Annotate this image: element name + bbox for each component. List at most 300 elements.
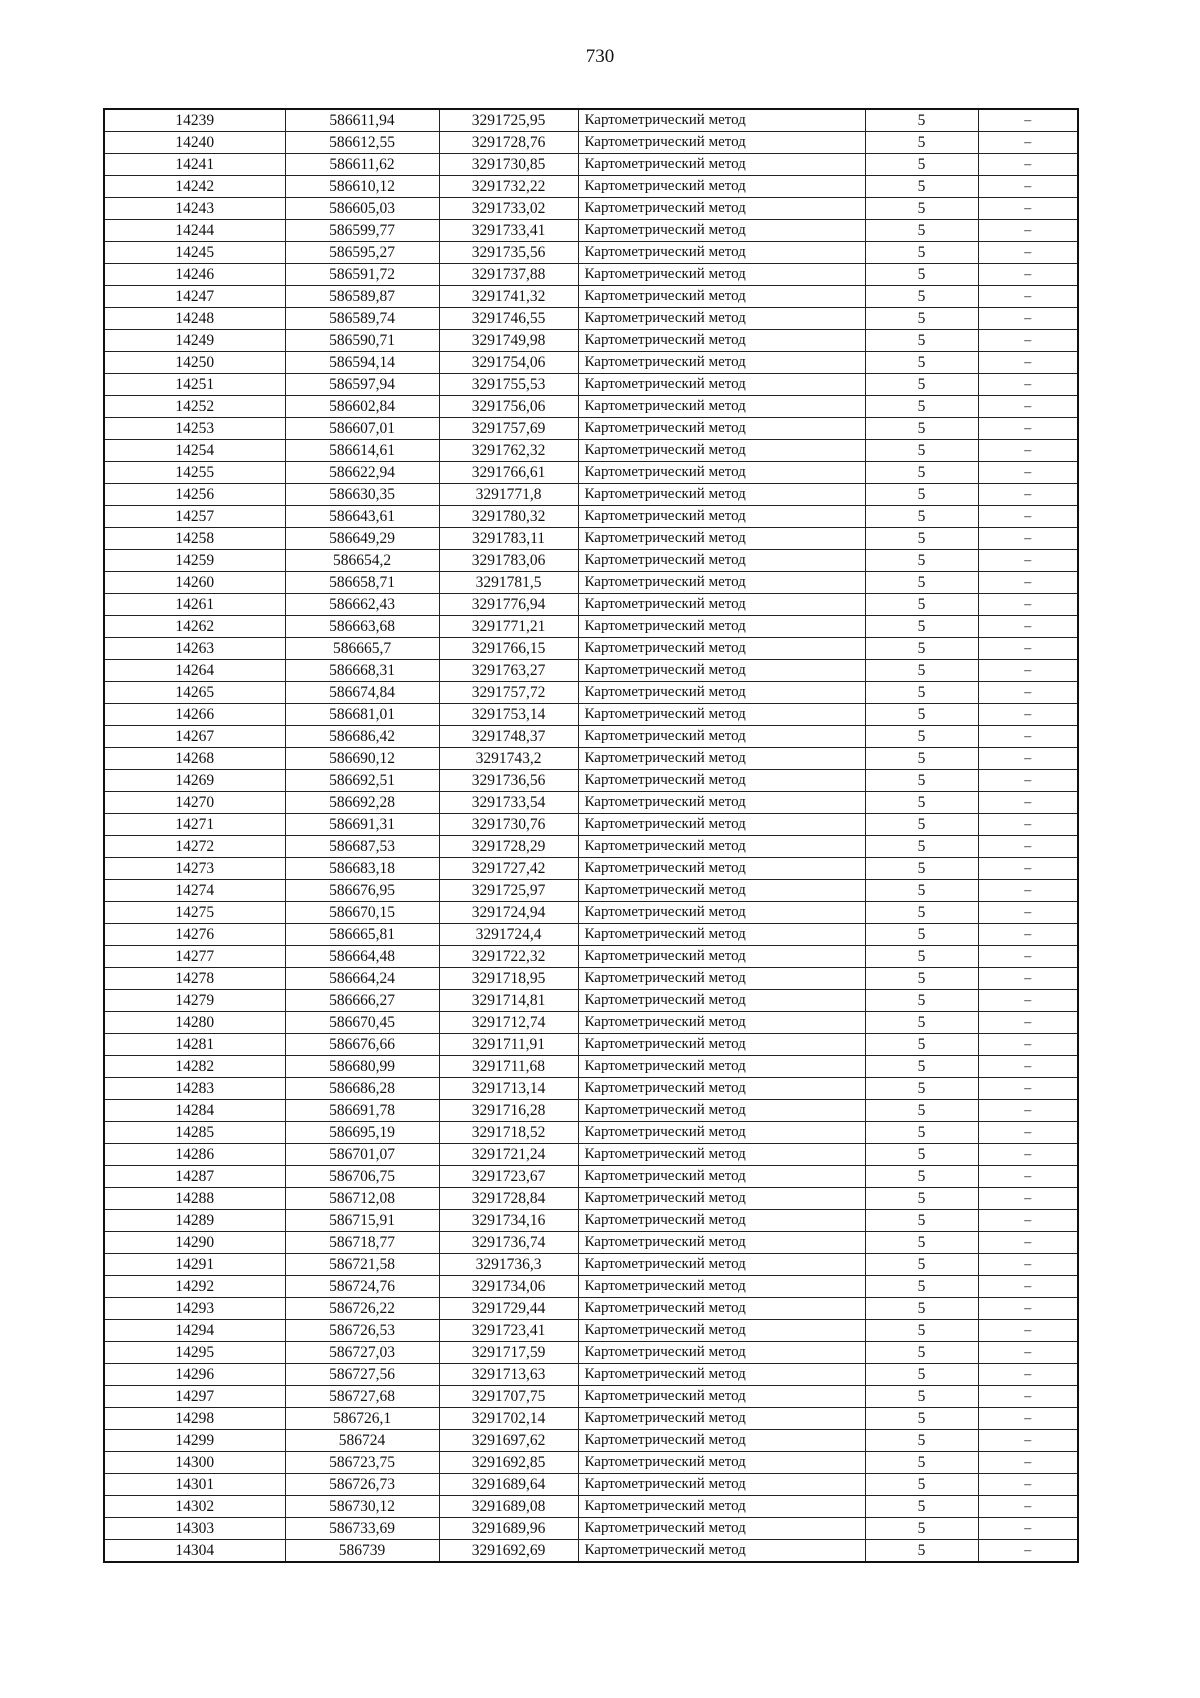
description-cell: – <box>978 594 1078 616</box>
description-cell: – <box>978 418 1078 440</box>
error-cell: 5 <box>865 660 978 682</box>
y-coordinate-cell: 3291749,98 <box>439 330 578 352</box>
method-cell: Картометрический метод <box>578 1254 865 1276</box>
y-coordinate-cell: 3291736,3 <box>439 1254 578 1276</box>
y-coordinate-cell: 3291732,22 <box>439 176 578 198</box>
method-cell: Картометрический метод <box>578 550 865 572</box>
method-cell: Картометрический метод <box>578 1122 865 1144</box>
error-cell: 5 <box>865 242 978 264</box>
point-number-cell: 14274 <box>104 880 285 902</box>
method-cell: Картометрический метод <box>578 902 865 924</box>
point-number-cell: 14251 <box>104 374 285 396</box>
error-cell: 5 <box>865 572 978 594</box>
x-coordinate-cell: 586733,69 <box>285 1518 439 1540</box>
table-row <box>104 1320 1078 1342</box>
error-cell: 5 <box>865 506 978 528</box>
y-coordinate-cell: 3291689,64 <box>439 1474 578 1496</box>
x-coordinate-cell: 586664,48 <box>285 946 439 968</box>
x-coordinate-cell: 586723,75 <box>285 1452 439 1474</box>
y-coordinate-cell: 3291728,76 <box>439 132 578 154</box>
method-cell: Картометрический метод <box>578 726 865 748</box>
method-cell: Картометрический метод <box>578 220 865 242</box>
description-cell: – <box>978 1298 1078 1320</box>
table-row <box>104 1342 1078 1364</box>
point-number-cell: 14259 <box>104 550 285 572</box>
method-cell: Картометрический метод <box>578 1496 865 1518</box>
description-cell: – <box>978 1166 1078 1188</box>
point-number-cell: 14263 <box>104 638 285 660</box>
x-coordinate-cell: 586726,53 <box>285 1320 439 1342</box>
description-cell: – <box>978 1386 1078 1408</box>
error-cell: 5 <box>865 726 978 748</box>
error-cell: 5 <box>865 1034 978 1056</box>
table-row <box>104 616 1078 638</box>
method-cell: Картометрический метод <box>578 198 865 220</box>
error-cell: 5 <box>865 924 978 946</box>
error-cell: 5 <box>865 1474 978 1496</box>
y-coordinate-cell: 3291734,16 <box>439 1210 578 1232</box>
method-cell: Картометрический метод <box>578 1320 865 1342</box>
point-number-cell: 14257 <box>104 506 285 528</box>
method-cell: Картометрический метод <box>578 594 865 616</box>
x-coordinate-cell: 586622,94 <box>285 462 439 484</box>
x-coordinate-cell: 586721,58 <box>285 1254 439 1276</box>
method-cell: Картометрический метод <box>578 1078 865 1100</box>
error-cell: 5 <box>865 792 978 814</box>
table-row <box>104 1276 1078 1298</box>
description-cell: – <box>978 726 1078 748</box>
description-cell: – <box>978 242 1078 264</box>
y-coordinate-cell: 3291735,56 <box>439 242 578 264</box>
method-cell: Картометрический метод <box>578 1518 865 1540</box>
coordinates-table-body <box>104 109 1078 1562</box>
x-coordinate-cell: 586591,72 <box>285 264 439 286</box>
point-number-cell: 14256 <box>104 484 285 506</box>
x-coordinate-cell: 586654,2 <box>285 550 439 572</box>
point-number-cell: 14297 <box>104 1386 285 1408</box>
point-number-cell: 14239 <box>104 109 285 132</box>
point-number-cell: 14246 <box>104 264 285 286</box>
error-cell: 5 <box>865 396 978 418</box>
x-coordinate-cell: 586662,43 <box>285 594 439 616</box>
description-cell: – <box>978 1122 1078 1144</box>
error-cell: 5 <box>865 198 978 220</box>
description-cell: – <box>978 814 1078 836</box>
y-coordinate-cell: 3291780,32 <box>439 506 578 528</box>
table-row <box>104 946 1078 968</box>
y-coordinate-cell: 3291689,08 <box>439 1496 578 1518</box>
point-number-cell: 14262 <box>104 616 285 638</box>
x-coordinate-cell: 586726,1 <box>285 1408 439 1430</box>
method-cell: Картометрический метод <box>578 374 865 396</box>
x-coordinate-cell: 586649,29 <box>285 528 439 550</box>
description-cell: – <box>978 968 1078 990</box>
point-number-cell: 14242 <box>104 176 285 198</box>
x-coordinate-cell: 586605,03 <box>285 198 439 220</box>
point-number-cell: 14264 <box>104 660 285 682</box>
table-row <box>104 748 1078 770</box>
table-row <box>104 286 1078 308</box>
y-coordinate-cell: 3291728,29 <box>439 836 578 858</box>
error-cell: 5 <box>865 1210 978 1232</box>
y-coordinate-cell: 3291762,32 <box>439 440 578 462</box>
table-row <box>104 418 1078 440</box>
table-row <box>104 1144 1078 1166</box>
description-cell: – <box>978 1188 1078 1210</box>
method-cell: Картометрический метод <box>578 1056 865 1078</box>
method-cell: Картометрический метод <box>578 1144 865 1166</box>
y-coordinate-cell: 3291757,69 <box>439 418 578 440</box>
method-cell: Картометрический метод <box>578 1452 865 1474</box>
table-row <box>104 308 1078 330</box>
x-coordinate-cell: 586589,87 <box>285 286 439 308</box>
description-cell: – <box>978 1518 1078 1540</box>
y-coordinate-cell: 3291783,11 <box>439 528 578 550</box>
y-coordinate-cell: 3291712,74 <box>439 1012 578 1034</box>
error-cell: 5 <box>865 1276 978 1298</box>
point-number-cell: 14267 <box>104 726 285 748</box>
method-cell: Картометрический метод <box>578 176 865 198</box>
point-number-cell: 14300 <box>104 1452 285 1474</box>
method-cell: Картометрический метод <box>578 1474 865 1496</box>
description-cell: – <box>978 990 1078 1012</box>
point-number-cell: 14253 <box>104 418 285 440</box>
x-coordinate-cell: 586691,31 <box>285 814 439 836</box>
y-coordinate-cell: 3291734,06 <box>439 1276 578 1298</box>
y-coordinate-cell: 3291730,76 <box>439 814 578 836</box>
point-number-cell: 14248 <box>104 308 285 330</box>
description-cell: – <box>978 484 1078 506</box>
error-cell: 5 <box>865 264 978 286</box>
x-coordinate-cell: 586701,07 <box>285 1144 439 1166</box>
error-cell: 5 <box>865 814 978 836</box>
table-row <box>104 814 1078 836</box>
table-row <box>104 506 1078 528</box>
method-cell: Картометрический метод <box>578 264 865 286</box>
table-row <box>104 1364 1078 1386</box>
table-row <box>104 220 1078 242</box>
x-coordinate-cell: 586665,7 <box>285 638 439 660</box>
y-coordinate-cell: 3291707,75 <box>439 1386 578 1408</box>
x-coordinate-cell: 586724,76 <box>285 1276 439 1298</box>
method-cell: Картометрический метод <box>578 1034 865 1056</box>
x-coordinate-cell: 586643,61 <box>285 506 439 528</box>
method-cell: Картометрический метод <box>578 748 865 770</box>
y-coordinate-cell: 3291736,56 <box>439 770 578 792</box>
x-coordinate-cell: 586674,84 <box>285 682 439 704</box>
y-coordinate-cell: 3291755,53 <box>439 374 578 396</box>
description-cell: – <box>978 396 1078 418</box>
x-coordinate-cell: 586727,56 <box>285 1364 439 1386</box>
error-cell: 5 <box>865 132 978 154</box>
point-number-cell: 14286 <box>104 1144 285 1166</box>
point-number-cell: 14276 <box>104 924 285 946</box>
description-cell: – <box>978 1364 1078 1386</box>
description-cell: – <box>978 1276 1078 1298</box>
point-number-cell: 14293 <box>104 1298 285 1320</box>
y-coordinate-cell: 3291781,5 <box>439 572 578 594</box>
method-cell: Картометрический метод <box>578 616 865 638</box>
description-cell: – <box>978 1012 1078 1034</box>
method-cell: Картометрический метод <box>578 1100 865 1122</box>
method-cell: Картометрический метод <box>578 836 865 858</box>
y-coordinate-cell: 3291743,2 <box>439 748 578 770</box>
table-row <box>104 880 1078 902</box>
description-cell: – <box>978 1540 1078 1563</box>
description-cell: – <box>978 946 1078 968</box>
table-row <box>104 1496 1078 1518</box>
point-number-cell: 14296 <box>104 1364 285 1386</box>
description-cell: – <box>978 1254 1078 1276</box>
error-cell: 5 <box>865 1430 978 1452</box>
method-cell: Картометрический метод <box>578 506 865 528</box>
x-coordinate-cell: 586614,61 <box>285 440 439 462</box>
method-cell: Картометрический метод <box>578 352 865 374</box>
description-cell: – <box>978 132 1078 154</box>
x-coordinate-cell: 586715,91 <box>285 1210 439 1232</box>
error-cell: 5 <box>865 704 978 726</box>
x-coordinate-cell: 586589,74 <box>285 308 439 330</box>
method-cell: Картометрический метод <box>578 1386 865 1408</box>
x-coordinate-cell: 586670,45 <box>285 1012 439 1034</box>
error-cell: 5 <box>865 946 978 968</box>
table-row <box>104 1012 1078 1034</box>
y-coordinate-cell: 3291756,06 <box>439 396 578 418</box>
x-coordinate-cell: 586666,27 <box>285 990 439 1012</box>
point-number-cell: 14271 <box>104 814 285 836</box>
error-cell: 5 <box>865 858 978 880</box>
x-coordinate-cell: 586670,15 <box>285 902 439 924</box>
table-row <box>104 1540 1078 1563</box>
method-cell: Картометрический метод <box>578 1430 865 1452</box>
method-cell: Картометрический метод <box>578 924 865 946</box>
method-cell: Картометрический метод <box>578 638 865 660</box>
coordinates-table <box>103 108 1079 1563</box>
point-number-cell: 14260 <box>104 572 285 594</box>
table-row <box>104 1056 1078 1078</box>
y-coordinate-cell: 3291692,69 <box>439 1540 578 1563</box>
error-cell: 5 <box>865 1320 978 1342</box>
method-cell: Картометрический метод <box>578 1298 865 1320</box>
method-cell: Картометрический метод <box>578 418 865 440</box>
point-number-cell: 14291 <box>104 1254 285 1276</box>
method-cell: Картометрический метод <box>578 308 865 330</box>
description-cell: – <box>978 198 1078 220</box>
y-coordinate-cell: 3291711,68 <box>439 1056 578 1078</box>
description-cell: – <box>978 1056 1078 1078</box>
point-number-cell: 14281 <box>104 1034 285 1056</box>
table-row <box>104 198 1078 220</box>
method-cell: Картометрический метод <box>578 704 865 726</box>
table-row <box>104 1430 1078 1452</box>
point-number-cell: 14290 <box>104 1232 285 1254</box>
y-coordinate-cell: 3291776,94 <box>439 594 578 616</box>
table-row <box>104 1232 1078 1254</box>
y-coordinate-cell: 3291718,52 <box>439 1122 578 1144</box>
x-coordinate-cell: 586726,22 <box>285 1298 439 1320</box>
y-coordinate-cell: 3291729,44 <box>439 1298 578 1320</box>
error-cell: 5 <box>865 1012 978 1034</box>
error-cell: 5 <box>865 374 978 396</box>
error-cell: 5 <box>865 1496 978 1518</box>
point-number-cell: 14292 <box>104 1276 285 1298</box>
y-coordinate-cell: 3291724,4 <box>439 924 578 946</box>
description-cell: – <box>978 440 1078 462</box>
description-cell: – <box>978 660 1078 682</box>
table-row <box>104 968 1078 990</box>
point-number-cell: 14247 <box>104 286 285 308</box>
error-cell: 5 <box>865 1342 978 1364</box>
table-row <box>104 836 1078 858</box>
y-coordinate-cell: 3291741,32 <box>439 286 578 308</box>
point-number-cell: 14243 <box>104 198 285 220</box>
page-number: 730 <box>585 46 615 67</box>
y-coordinate-cell: 3291713,14 <box>439 1078 578 1100</box>
description-cell: – <box>978 528 1078 550</box>
error-cell: 5 <box>865 638 978 660</box>
x-coordinate-cell: 586687,53 <box>285 836 439 858</box>
point-number-cell: 14266 <box>104 704 285 726</box>
x-coordinate-cell: 586692,51 <box>285 770 439 792</box>
point-number-cell: 14269 <box>104 770 285 792</box>
y-coordinate-cell: 3291721,24 <box>439 1144 578 1166</box>
method-cell: Картометрический метод <box>578 1276 865 1298</box>
x-coordinate-cell: 586686,28 <box>285 1078 439 1100</box>
description-cell: – <box>978 836 1078 858</box>
y-coordinate-cell: 3291753,14 <box>439 704 578 726</box>
error-cell: 5 <box>865 748 978 770</box>
error-cell: 5 <box>865 1540 978 1563</box>
x-coordinate-cell: 586691,78 <box>285 1100 439 1122</box>
point-number-cell: 14245 <box>104 242 285 264</box>
x-coordinate-cell: 586681,01 <box>285 704 439 726</box>
y-coordinate-cell: 3291714,81 <box>439 990 578 1012</box>
description-cell: – <box>978 1210 1078 1232</box>
x-coordinate-cell: 586630,35 <box>285 484 439 506</box>
point-number-cell: 14304 <box>104 1540 285 1563</box>
point-number-cell: 14268 <box>104 748 285 770</box>
y-coordinate-cell: 3291766,15 <box>439 638 578 660</box>
description-cell: – <box>978 924 1078 946</box>
x-coordinate-cell: 586610,12 <box>285 176 439 198</box>
method-cell: Картометрический метод <box>578 1232 865 1254</box>
table-row <box>104 374 1078 396</box>
point-number-cell: 14283 <box>104 1078 285 1100</box>
x-coordinate-cell: 586686,42 <box>285 726 439 748</box>
point-number-cell: 14280 <box>104 1012 285 1034</box>
description-cell: – <box>978 1430 1078 1452</box>
error-cell: 5 <box>865 836 978 858</box>
y-coordinate-cell: 3291746,55 <box>439 308 578 330</box>
point-number-cell: 14289 <box>104 1210 285 1232</box>
point-number-cell: 14295 <box>104 1342 285 1364</box>
point-number-cell: 14299 <box>104 1430 285 1452</box>
y-coordinate-cell: 3291711,91 <box>439 1034 578 1056</box>
error-cell: 5 <box>865 682 978 704</box>
method-cell: Картометрический метод <box>578 946 865 968</box>
description-cell: – <box>978 1452 1078 1474</box>
table-row <box>104 682 1078 704</box>
description-cell: – <box>978 1474 1078 1496</box>
table-row <box>104 770 1078 792</box>
y-coordinate-cell: 3291766,61 <box>439 462 578 484</box>
table-row <box>104 924 1078 946</box>
method-cell: Картометрический метод <box>578 990 865 1012</box>
x-coordinate-cell: 586680,99 <box>285 1056 439 1078</box>
table-row <box>104 1474 1078 1496</box>
table-row <box>104 1210 1078 1232</box>
method-cell: Картометрический метод <box>578 132 865 154</box>
x-coordinate-cell: 586665,81 <box>285 924 439 946</box>
description-cell: – <box>978 154 1078 176</box>
description-cell: – <box>978 352 1078 374</box>
table-row <box>104 572 1078 594</box>
error-cell: 5 <box>865 902 978 924</box>
error-cell: 5 <box>865 154 978 176</box>
error-cell: 5 <box>865 1408 978 1430</box>
x-coordinate-cell: 586663,68 <box>285 616 439 638</box>
description-cell: – <box>978 1100 1078 1122</box>
y-coordinate-cell: 3291754,06 <box>439 352 578 374</box>
y-coordinate-cell: 3291771,21 <box>439 616 578 638</box>
method-cell: Картометрический метод <box>578 528 865 550</box>
x-coordinate-cell: 586668,31 <box>285 660 439 682</box>
description-cell: – <box>978 286 1078 308</box>
table-row <box>104 1518 1078 1540</box>
description-cell: – <box>978 462 1078 484</box>
y-coordinate-cell: 3291717,59 <box>439 1342 578 1364</box>
x-coordinate-cell: 586595,27 <box>285 242 439 264</box>
error-cell: 5 <box>865 1254 978 1276</box>
error-cell: 5 <box>865 330 978 352</box>
y-coordinate-cell: 3291697,62 <box>439 1430 578 1452</box>
method-cell: Картометрический метод <box>578 396 865 418</box>
x-coordinate-cell: 586690,12 <box>285 748 439 770</box>
table-row <box>104 1078 1078 1100</box>
point-number-cell: 14287 <box>104 1166 285 1188</box>
error-cell: 5 <box>865 462 978 484</box>
description-cell: – <box>978 1408 1078 1430</box>
point-number-cell: 14285 <box>104 1122 285 1144</box>
description-cell: – <box>978 220 1078 242</box>
point-number-cell: 14265 <box>104 682 285 704</box>
table-row <box>104 352 1078 374</box>
table-row <box>104 1100 1078 1122</box>
table-row <box>104 1386 1078 1408</box>
point-number-cell: 14294 <box>104 1320 285 1342</box>
x-coordinate-cell: 586727,03 <box>285 1342 439 1364</box>
x-coordinate-cell: 586712,08 <box>285 1188 439 1210</box>
point-number-cell: 14252 <box>104 396 285 418</box>
y-coordinate-cell: 3291718,95 <box>439 968 578 990</box>
y-coordinate-cell: 3291724,94 <box>439 902 578 924</box>
x-coordinate-cell: 586611,94 <box>285 109 439 132</box>
point-number-cell: 14275 <box>104 902 285 924</box>
error-cell: 5 <box>865 1100 978 1122</box>
error-cell: 5 <box>865 550 978 572</box>
point-number-cell: 14278 <box>104 968 285 990</box>
error-cell: 5 <box>865 1364 978 1386</box>
table-row <box>104 638 1078 660</box>
table-row <box>104 1298 1078 1320</box>
table-row <box>104 176 1078 198</box>
description-cell: – <box>978 572 1078 594</box>
description-cell: – <box>978 264 1078 286</box>
error-cell: 5 <box>865 1166 978 1188</box>
x-coordinate-cell: 586664,24 <box>285 968 439 990</box>
table-row <box>104 704 1078 726</box>
table-row <box>104 726 1078 748</box>
